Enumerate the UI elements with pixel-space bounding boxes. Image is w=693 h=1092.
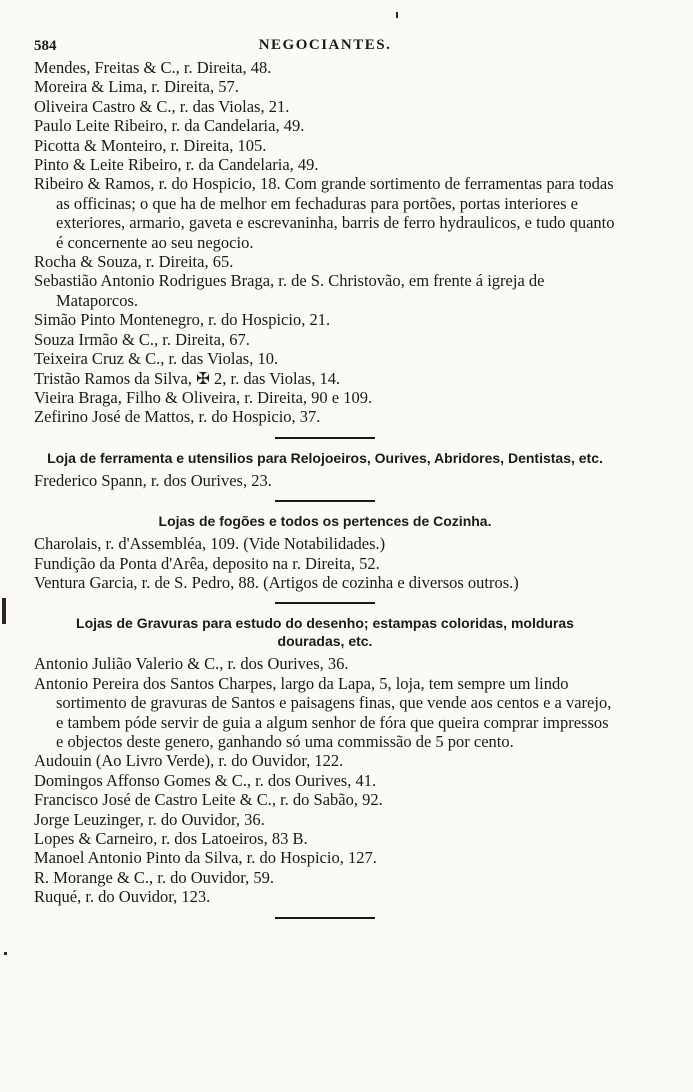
- directory-entry: Zefirino José de Mattos, r. do Hospicio, 37.: [34, 407, 321, 427]
- directory-entry: Charolais, r. d'Assembléa, 109. (Vide Notabilidades.): [34, 534, 386, 554]
- running-title: NEGOCIANTES.: [258, 37, 392, 53]
- directory-entry: Ventura Garcia, r. de S. Pedro, 88. (Artigos de cozinha e diversos outros.): [34, 572, 519, 592]
- directory-entry: Lopes & Carneiro, r. dos Latoeiros, 83 B.: [34, 829, 308, 848]
- page-header: [34, 34, 616, 58]
- section-heading: Lojas de Gravuras para estudo do desenho; estampas coloridas, molduras douradas, etc.: [76, 615, 574, 650]
- directory-section: [34, 602, 616, 906]
- directory-entry: Domingos Affonso Gomes & C., r. dos Ourives, 41.: [34, 770, 377, 790]
- directory-section: [34, 58, 616, 427]
- directory-section: [34, 437, 616, 490]
- directory-entry: Picotta & Monteiro, r. Direita, 105.: [34, 135, 267, 155]
- scan-speck-top: [396, 12, 398, 18]
- scan-speck-left: [2, 598, 6, 624]
- directory-entry: Simão Pinto Montenegro, r. do Hospicio, 21.: [34, 310, 331, 330]
- directory-entry: Ruqué, r. do Ouvidor, 123.: [34, 887, 211, 907]
- directory-entry: Jorge Leuzinger, r. do Ouvidor, 36.: [34, 809, 265, 829]
- directory-entry: Francisco José de Castro Leite & C., r. do Sabão, 92.: [34, 790, 383, 810]
- directory-entry: R. Morange & C., r. do Ouvidor, 59.: [34, 867, 274, 887]
- directory-entry: Teixeira Cruz & C., r. das Violas, 10.: [34, 349, 279, 369]
- directory-entry: Oliveira Castro & C., r. das Violas, 21.: [34, 96, 290, 116]
- directory-page: [34, 34, 616, 929]
- section-heading: Lojas de fogões e todos os pertences de Cozinha.: [158, 513, 492, 530]
- page-number: 584: [34, 38, 57, 54]
- directory-section: [34, 500, 616, 592]
- directory-entry: Frederico Spann, r. dos Ourives, 23.: [34, 470, 272, 490]
- directory-entry: Manoel Antonio Pinto da Silva, r. do Hospicio, 127.: [34, 848, 377, 868]
- directory-entry: Antonio Pereira dos Santos Charpes, largo da Lapa, 5, loja, tem sempre um lindo sortimento de gravuras de Santos e paisagens finas, que vende aos centos e a varejo, e tambem póde servir de guia a algum senhor de fóra que queira comprar impressos e objectos deste genero, ganhando só uma commissão de 5 por cento.: [34, 673, 612, 751]
- scan-speck-left-small: [4, 952, 7, 955]
- directory-entry: Moreira & Lima, r. Direita, 57.: [34, 77, 239, 97]
- directory-entry: Antonio Julião Valerio & C., r. dos Ourives, 36.: [34, 654, 349, 674]
- directory-entry: Paulo Leite Ribeiro, r. da Candelaria, 49.: [34, 116, 305, 136]
- section-heading: Loja de ferramenta e utensilios para Relojoeiros, Ourives, Abridores, Dentistas, etc.: [47, 449, 603, 466]
- directory-entry: Fundição da Ponta d'Arêa, deposito na r. Direita, 52.: [34, 553, 380, 573]
- directory-entry: Audouin (Ao Livro Verde), r. do Ouvidor, 122.: [34, 751, 344, 771]
- directory-entry: Vieira Braga, Filho & Oliveira, r. Direita, 90 e 109.: [34, 387, 373, 407]
- directory-sections: [34, 58, 616, 919]
- end-divider: [275, 917, 375, 919]
- directory-entry: Ribeiro & Ramos, r. do Hospicio, 18. Com grande sortimento de ferramentas para todas as officinas; o que ha de melhor em fechaduras para portões, portas interiores e exteriores, armario, gaveta e escrevaninha, barris de ferro hydraulicos, e tudo quanto é concernente ao seu negocio.: [34, 174, 615, 252]
- directory-entry: Rocha & Souza, r. Direita, 65.: [34, 252, 234, 272]
- section-divider: [275, 500, 375, 502]
- directory-entry: Mendes, Freitas & C., r. Direita, 48.: [34, 58, 272, 77]
- directory-entry: Pinto & Leite Ribeiro, r. da Candelaria, 49.: [34, 155, 319, 175]
- directory-entry: Sebastião Antonio Rodrigues Braga, r. de S. Christovão, em frente á igreja de Mataporcos.: [34, 271, 545, 310]
- section-divider: [275, 602, 375, 604]
- directory-entry: Souza Irmão & C., r. Direita, 67.: [34, 329, 250, 349]
- section-divider: [275, 437, 375, 439]
- directory-entry: Tristão Ramos da Silva, ✠ 2, r. das Violas, 14.: [34, 368, 341, 388]
